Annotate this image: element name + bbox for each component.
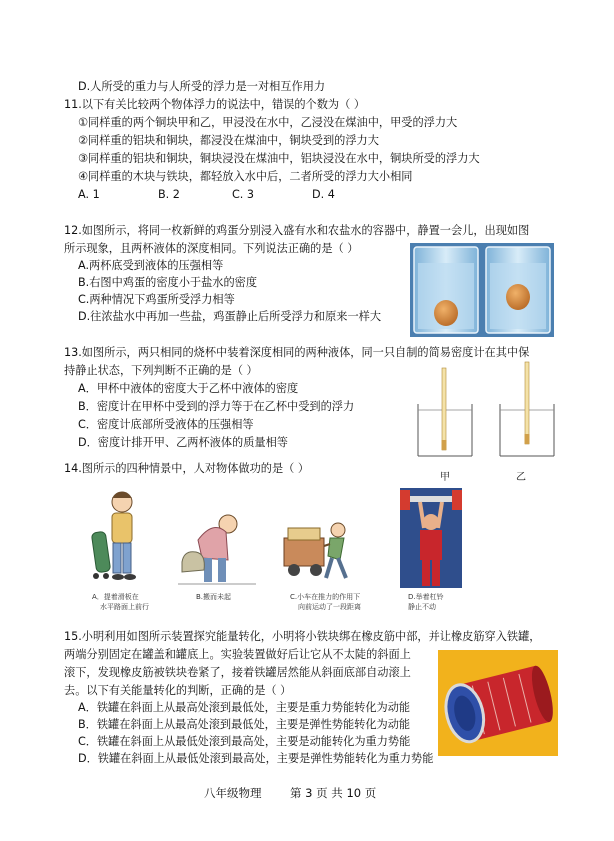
q13-option-b: B．密度计在甲杯中受到的浮力等于在乙杯中受到的浮力 xyxy=(78,400,355,413)
q15-option-b: B．铁罐在斜面上从最高处滚到最低处，主要是弹性势能转化为动能 xyxy=(78,718,411,731)
lift-fail-picture xyxy=(178,510,256,588)
beaker-jia xyxy=(418,368,472,456)
skateboard-carry-picture xyxy=(80,486,160,588)
label-jia: 甲 xyxy=(440,472,450,483)
q15-line3: 滚下，发现橡皮筋被铁块卷紧了，接着铁罐居然能从斜面底部自动滚上 xyxy=(64,666,411,679)
caption-b1: B.搬而未起 xyxy=(196,593,232,601)
q15-option-a: A．铁罐在斜面上从最高处滚到最低处，主要是重力势能转化为动能 xyxy=(78,701,411,714)
q12-stem-line2: 所示现象，且两杯液体的深度相同。下列说法正确的是（ ） xyxy=(64,242,359,255)
q11-item: ④同样重的木块与铁块，都轻放入水中后，二者所受的浮力大小相同 xyxy=(78,170,413,183)
q12-option-a: A.两杯底受到液体的压强相等 xyxy=(78,259,224,272)
egg-floating xyxy=(506,284,530,310)
iron-can-picture xyxy=(438,650,558,756)
q11-option-b: B. 2 xyxy=(158,188,180,201)
caption-c2: 向前运动了一段距离 xyxy=(298,603,361,611)
label-yi: 乙 xyxy=(516,472,526,483)
q11-item: ①同样重的两个铜块甲和乙，甲浸没在水中，乙浸没在煤油中，甲受的浮力大 xyxy=(78,116,458,129)
beaker-yi xyxy=(500,362,554,456)
caption-c1: C.小车在推力的作用下 xyxy=(290,593,361,601)
barbell-picture xyxy=(400,488,462,588)
q11-item: ②同样重的铝块和铜块，都浸没在煤油中，铜块受到的浮力大 xyxy=(78,134,379,147)
caption-a1: A．提着滑板在 xyxy=(92,593,139,601)
q10-option-d: D.人所受的重力与人所受的浮力是一对相互作用力 xyxy=(78,80,326,93)
q15-line1: 15.小明利用如图所示装置探究能量转化，小明将小铁块绑在橡皮筋中部，并让橡皮筋穿入铁罐， xyxy=(64,630,541,643)
q13-option-a: A．甲杯中液体的密度大于乙杯中液体的密度 xyxy=(78,382,299,395)
q12-option-b: B.右图中鸡蛋的密度小于盐水的密度 xyxy=(78,276,258,289)
push-cart-picture xyxy=(280,516,358,588)
hydrometer-figure xyxy=(412,360,562,460)
q15-option-c: C．铁罐在斜面上从最低处滚到最高处，主要是动能转化为重力势能 xyxy=(78,735,411,748)
q13-option-d: D．密度计排开甲、乙两杯液体的质量相等 xyxy=(78,436,288,449)
footer-subject: 八年级物理 xyxy=(204,786,262,800)
footer-page: 第 3 页 共 10 页 xyxy=(290,786,377,800)
caption-d2: 静止不动 xyxy=(408,603,436,611)
caption-a2: 水平路面上前行 xyxy=(100,603,149,611)
q12-option-d: D.往浓盐水中再加一些盐，鸡蛋静止后所受浮力和原来一样大 xyxy=(78,310,382,323)
egg-beakers-figure xyxy=(410,243,554,337)
q13-option-c: C．密度计底部所受液体的压强相等 xyxy=(78,418,254,431)
q11-stem: 11.以下有关比较两个物体浮力的说法中，错误的个数为（ ） xyxy=(64,98,366,111)
q15-option-d: D．铁罐在斜面上从最低处滚到最高处，主要是弹性势能转化为重力势能 xyxy=(78,752,434,765)
q15-line4: 去。以下有关能量转化的判断，正确的是（ ） xyxy=(64,684,292,697)
q11-item: ③同样重的铝块和铜块，铜块浸没在煤油中，铝块浸没在水中，铜块所受的浮力大 xyxy=(78,152,480,165)
q11-option-a: A. 1 xyxy=(78,188,100,201)
caption-d1: D.举着杠铃 xyxy=(408,593,444,601)
beaker-water xyxy=(414,247,478,333)
egg-sunk xyxy=(434,300,458,326)
q12-stem-line1: 12.如图所示，将同一枚新鲜的鸡蛋分别浸入盛有水和农盐水的容器中，静置一会儿，出现如图 xyxy=(64,224,530,237)
q13-stem-line1: 13.如图所示，两只相同的烧杯中装着深度相同的两种液体，同一只自制的简易密度计在其中保 xyxy=(64,346,530,359)
q11-option-c: C. 3 xyxy=(232,188,255,201)
q12-option-c: C.两种情况下鸡蛋所受浮力相等 xyxy=(78,293,235,306)
q11-option-d: D. 4 xyxy=(312,188,335,201)
beaker-saltwater xyxy=(486,247,550,333)
q13-stem-line2: 持静止状态，下列判断不正确的是（ ） xyxy=(64,364,258,377)
q15-line2: 两端分别固定在罐盖和罐底上。实验装置做好后让它从不太陡的斜面上 xyxy=(64,648,411,661)
q14-stem: 14.图所示的四种情景中，人对物体做功的是（ ） xyxy=(64,462,310,475)
